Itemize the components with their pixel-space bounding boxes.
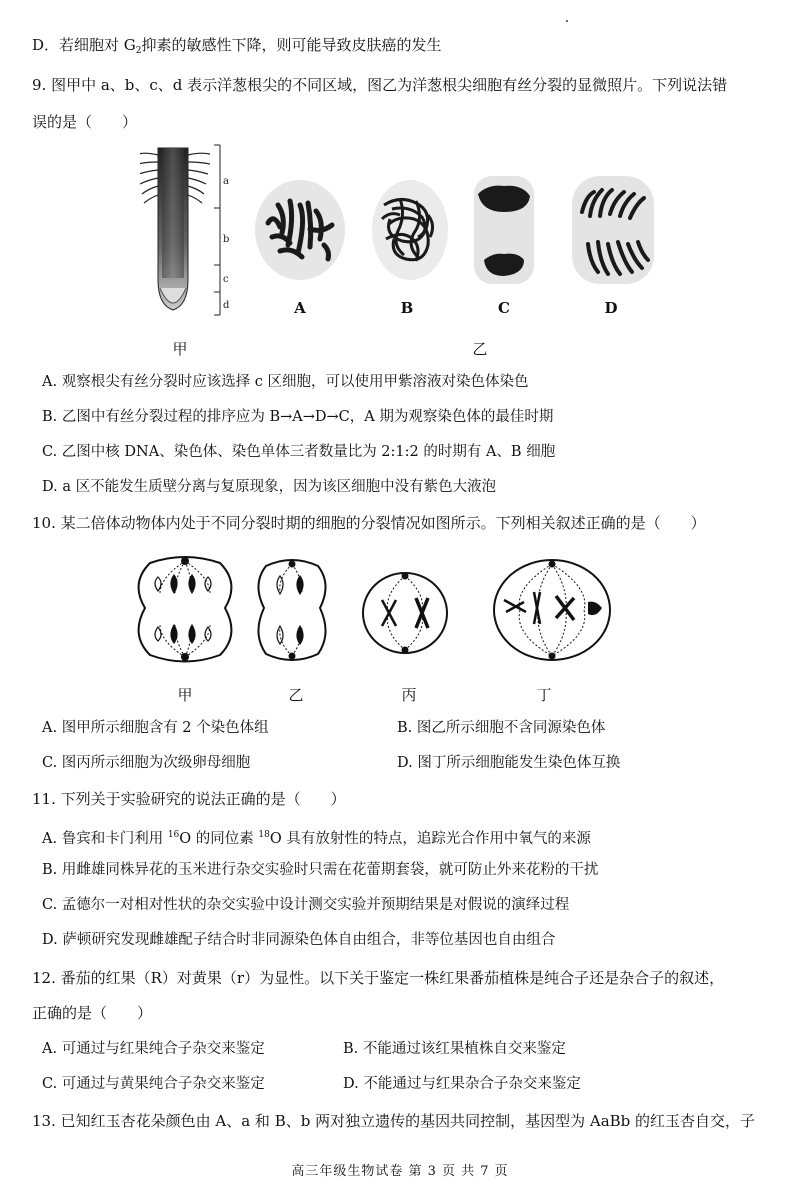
q12-option-a: A. 可通过与红果纯合子杂交来鉴定	[42, 1041, 265, 1057]
cell-diagram-jia	[130, 553, 240, 668]
q11-option-a-text-pre: A. 鲁宾和卡门利用	[42, 831, 168, 847]
q8-option-d-text-pre: D．若细胞对 G	[32, 36, 136, 54]
q10-option-b: B. 图乙所示细胞不含同源染色体	[397, 720, 606, 736]
cell-diagram-yi	[252, 556, 332, 666]
q9-option-a: A. 观察根尖有丝分裂时应该选择 c 区细胞，可以使用甲紫溶液对染色体染色	[42, 374, 529, 390]
zone-ticks	[214, 145, 220, 315]
q11-option-a-sup-16: 16	[167, 830, 180, 840]
q11-option-a-text-mid: O 的同位素	[179, 831, 259, 847]
cell-diagram-ding	[492, 558, 612, 662]
q12-stem-line-2: 正确的是（ ）	[32, 1004, 153, 1022]
q10-stem: 10. 某二倍体动物体内处于不同分裂时期的细胞的分裂情况如图所示。下列相关叙述正确的是（ ）	[32, 514, 706, 532]
root-core	[162, 148, 184, 278]
zone-label-b: b	[223, 234, 230, 245]
zone-label-d: d	[223, 300, 230, 311]
cell-label-c: C	[498, 299, 510, 317]
q12-stem-line-1: 12. 番茄的红果（R）对黄果（r）为显性。以下关于鉴定一株红果番茄植株是纯合子还是杂合子的叙述，	[32, 969, 725, 987]
diagram-caption-bing: 丙	[401, 686, 417, 704]
q9-stem-line-2: 误的是（ ）	[32, 113, 138, 131]
q8-option-d-text-post: 抑素的敏感性下降，则可能导致皮肤癌的发生	[141, 36, 442, 54]
diagram-caption-yi: 乙	[288, 686, 304, 704]
q11-option-d: D. 萨顿研究发现雌雄配子结合时非同源染色体自由组合，非等位基因也自由组合	[42, 932, 556, 948]
page-footer: 高三年级生物试卷 第 3 页 共 7 页	[291, 1164, 509, 1179]
scan-speck	[566, 20, 568, 22]
q12-option-d: D. 不能通过与红果杂合子杂交来鉴定	[343, 1076, 581, 1092]
q8-option-d	[32, 34, 776, 62]
diagram-caption-jia: 甲	[177, 686, 193, 704]
cell-label-b: B	[400, 299, 414, 317]
cell-label-a: A	[294, 299, 306, 317]
cell-diagram-bing	[360, 570, 450, 656]
q9-option-c: C. 乙图中核 DNA、染色体、染色单体三者数量比为 2:1:2 的时期有 A、B 细胞	[42, 444, 556, 460]
diagram-caption-ding: 丁	[536, 686, 552, 704]
q9-option-b: B. 乙图中有丝分裂过程的排序应为 B→A→D→C，A 期为观察染色体的最佳时期	[42, 409, 554, 425]
cell-label-d: D	[604, 299, 618, 317]
q10-option-d: D. 图丁所示细胞能发生染色体互换	[397, 755, 621, 771]
q10-option-a: A. 图甲所示细胞含有 2 个染色体组	[42, 720, 269, 736]
q13-stem: 13. 已知红玉杏花朵颜色由 A、a 和 B、b 两对独立遗传的基因共同控制，基因型为 AaBb 的红玉杏自交，子	[32, 1112, 756, 1130]
zone-label-a: a	[223, 176, 229, 187]
q12-option-c: C. 可通过与黄果纯合子杂交来鉴定	[42, 1076, 265, 1092]
q9-stem-line-1: 9. 图甲中 a、b、c、d 表示洋葱根尖的不同区域，图乙为洋葱根尖细胞有丝分裂的显微照片。下列说法错	[32, 76, 728, 94]
micrograph-c	[468, 172, 540, 288]
q11-option-c: C. 孟德尔一对相对性状的杂交实验中设计测交实验并预期结果是对假说的演绎过程	[42, 897, 570, 913]
q11-option-a-text-post: O 具有放射性的特点，追踪光合作用中氧气的来源	[269, 831, 591, 847]
q11-option-a-sup-18: 18	[258, 830, 270, 840]
q11-stem: 11. 下列关于实验研究的说法正确的是（ ）	[32, 790, 346, 808]
figure-caption-yi: 乙	[472, 340, 488, 358]
micrograph-a	[250, 175, 350, 285]
figure-caption-jia: 甲	[172, 340, 188, 358]
micrograph-b	[370, 175, 450, 285]
q11-option-b: B. 用雌雄同株异花的玉米进行杂交实验时只需在花蕾期套袋，就可防止外来花粉的干扰	[42, 862, 599, 878]
root-tip-figure	[140, 140, 250, 320]
q11-option-a	[42, 824, 591, 850]
q10-option-c: C. 图丙所示细胞为次级卵母细胞	[42, 755, 251, 771]
q8-option-d-subscript: 2	[135, 46, 142, 56]
q12-option-b: B. 不能通过该红果植株自交来鉴定	[343, 1041, 566, 1057]
micrograph-d	[568, 172, 658, 288]
q9-option-d: D. a 区不能发生质壁分离与复原现象，因为该区细胞中没有紫色大液泡	[42, 479, 497, 495]
zone-label-c: c	[223, 274, 229, 285]
